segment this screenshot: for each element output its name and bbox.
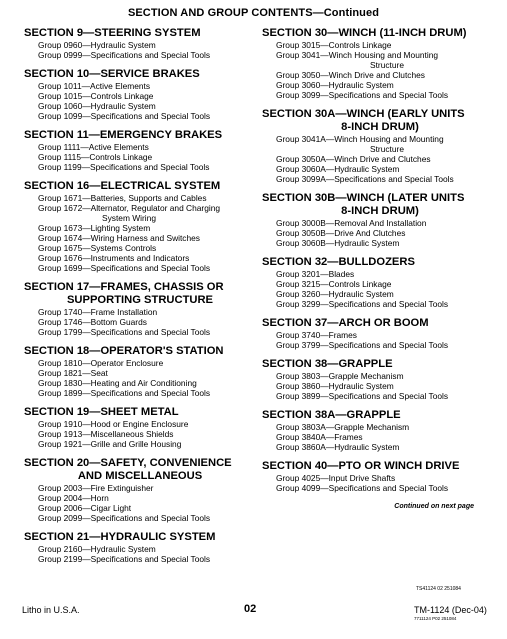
group-entry: Group 1699—Specifications and Special Tools: [38, 263, 211, 273]
group-entry: Group 2006—Cigar Light: [38, 503, 132, 513]
group-entry: Group 2160—Hydraulic System: [38, 544, 156, 554]
right-column: [262, 27, 498, 510]
section-11: [24, 129, 256, 172]
group-entry: Group 1673—Lighting System: [38, 223, 151, 233]
group-entry: Group 3099—Specifications and Special Tools: [276, 90, 449, 100]
section-title: SECTION 11—EMERGENCY BRAKES: [24, 129, 223, 141]
section-21: [24, 531, 256, 564]
group-entry: Group 1675—Systems Controls: [38, 243, 157, 253]
section-title: SECTION 32—BULLDOZERS: [262, 256, 415, 268]
group-entry-continuation-text: Structure: [370, 60, 404, 70]
section-title-continuation: 8-INCH DRUM): [341, 205, 419, 217]
section-9: [24, 27, 256, 60]
section-title: SECTION 37—ARCH OR BOOM: [262, 317, 429, 329]
section-38: [262, 358, 498, 401]
section-32: [262, 256, 498, 309]
group-entry: Group 3050B—Drive And Clutches: [276, 228, 406, 238]
group-entry: Group 1672—Alternator, Regulator and Charging: [38, 203, 221, 213]
section-30b: [262, 192, 498, 248]
section-title: SECTION 38—GRAPPLE: [262, 358, 393, 370]
group-entry: Group 2003—Fire Extinguisher: [38, 483, 154, 493]
section-title: SECTION 9—STEERING SYSTEM: [24, 27, 201, 39]
section-title-continuation: 8-INCH DRUM): [341, 121, 419, 133]
group-entry: Group 2199—Specifications and Special Tools: [38, 554, 211, 564]
group-entry: Group 3099A—Specifications and Special Tools: [276, 174, 454, 184]
section-40: [262, 460, 498, 493]
group-entry: Group 4099—Specifications and Special Tools: [276, 483, 449, 493]
group-entry: Group 3015—Controls Linkage: [276, 40, 392, 50]
section-title: SECTION 19—SHEET METAL: [24, 406, 179, 418]
group-entry: Group 3740—Frames: [276, 330, 357, 340]
group-entry-continuation: [262, 144, 498, 154]
section-title: SECTION 30B—WINCH (LATER UNITS: [262, 192, 465, 204]
group-entry: Group 3060—Hydraulic System: [276, 80, 394, 90]
group-entry: Group 3000B—Removal And Installation: [276, 218, 427, 228]
group-entry: Group 1810—Operator Enclosure: [38, 358, 164, 368]
section-title: SECTION 30A—WINCH (EARLY UNITS: [262, 108, 465, 120]
section-title: SECTION 40—PTO OR WINCH DRIVE: [262, 460, 460, 472]
section-10: [24, 68, 256, 121]
group-entry: Group 1821—Seat: [38, 368, 108, 378]
group-entry-continuation: [24, 213, 256, 223]
section-title-continuation: SUPPORTING STRUCTURE: [66, 294, 214, 306]
group-entry-continuation-text: System Wiring: [102, 213, 156, 223]
section-title: SECTION 10—SERVICE BRAKES: [24, 68, 200, 80]
group-entry: Group 1011—Active Elements: [38, 81, 151, 91]
group-entry: Group 3860—Hydraulic System: [276, 381, 394, 391]
group-entry: Group 1921—Grille and Grille Housing: [38, 439, 182, 449]
group-entry: Group 3299—Specifications and Special Tools: [276, 299, 449, 309]
section-title: SECTION 16—ELECTRICAL SYSTEM: [24, 180, 221, 192]
section-20: [24, 457, 256, 523]
group-entry: Group 2004—Horn: [38, 493, 109, 503]
left-column: [24, 27, 256, 572]
group-entry: Group 0999—Specifications and Special Tools: [38, 50, 211, 60]
section-title-continuation: AND MISCELLANEOUS: [77, 470, 203, 482]
group-entry: Group 3201—Blades: [276, 269, 355, 279]
group-entry: Group 3260—Hydraulic System: [276, 289, 394, 299]
group-entry: Group 2099—Specifications and Special Tools: [38, 513, 211, 523]
group-entry: Group 1671—Batteries, Supports and Cables: [38, 193, 207, 203]
section-19: [24, 406, 256, 449]
group-entry-continuation: [262, 60, 498, 70]
group-entry: Group 3060A—Hydraulic System: [276, 164, 400, 174]
group-entry: Group 1111—Active Elements: [38, 142, 149, 152]
group-entry: Group 3899—Specifications and Special Tools: [276, 391, 449, 401]
section-title: SECTION 38A—GRAPPLE: [262, 409, 401, 421]
section-title: SECTION 18—OPERATOR'S STATION: [24, 345, 224, 357]
group-entry: Group 0960—Hydraulic System: [38, 40, 156, 50]
section-17: [24, 281, 256, 337]
footer-manual-id: TM-1124 (Dec-04): [414, 605, 487, 615]
group-entry: Group 1740—Frame Installation: [38, 307, 158, 317]
group-entry-continuation-text: Structure: [370, 144, 404, 154]
group-entry: Group 1910—Hood or Engine Enclosure: [38, 419, 189, 429]
group-entry: Group 3860A—Hydraulic System: [276, 442, 400, 452]
group-entry: Group 1830—Heating and Air Conditioning: [38, 378, 197, 388]
footer-print-code: 7711124 P02 251084: [414, 616, 457, 621]
group-entry: Group 3803—Grapple Mechanism: [276, 371, 404, 381]
section-title: SECTION 20—SAFETY, CONVENIENCE: [24, 457, 232, 469]
group-entry: Group 1799—Specifications and Special Tools: [38, 327, 211, 337]
group-entry: Group 1746—Bottom Guards: [38, 317, 147, 327]
group-entry: Group 3215—Controls Linkage: [276, 279, 392, 289]
section-38a: [262, 409, 498, 452]
section-title: SECTION 17—FRAMES, CHASSIS OR: [24, 281, 224, 293]
section-16: [24, 180, 256, 273]
group-entry: Group 1674—Wiring Harness and Switches: [38, 233, 200, 243]
group-entry: Group 1060—Hydraulic System: [38, 101, 156, 111]
group-entry: Group 1676—Instruments and Indicators: [38, 253, 190, 263]
group-entry: Group 1115—Controls Linkage: [38, 152, 153, 162]
page-title: SECTION AND GROUP CONTENTS—Continued: [127, 7, 380, 19]
section-title: SECTION 30—WINCH (11-INCH DRUM): [262, 27, 467, 39]
group-entry: Group 1899—Specifications and Special Tools: [38, 388, 211, 398]
page-number: 02: [244, 603, 257, 615]
group-entry: Group 3060B—Hydraulic System: [276, 238, 400, 248]
section-18: [24, 345, 256, 398]
group-entry: Group 1099—Specifications and Special Tools: [38, 111, 211, 121]
section-30a: [262, 108, 498, 184]
group-entry: Group 3041—Winch Housing and Mounting: [276, 50, 439, 60]
group-entry: Group 3041A—Winch Housing and Mounting: [276, 134, 444, 144]
footer-litho: Litho in U.S.A.: [22, 605, 80, 615]
group-entry: Group 1015—Controls Linkage: [38, 91, 154, 101]
group-entry: Group 3840A—Frames: [276, 432, 363, 442]
group-entry: Group 1913—Miscellaneous Shields: [38, 429, 174, 439]
section-37: [262, 317, 498, 350]
section-title: SECTION 21—HYDRAULIC SYSTEM: [24, 531, 216, 543]
group-entry: Group 1199—Specifications and Special Tools: [38, 162, 210, 172]
group-entry: Group 3050A—Winch Drive and Clutches: [276, 154, 431, 164]
group-entry: Group 4025—Input Drive Shafts: [276, 473, 396, 483]
group-entry: Group 3050—Winch Drive and Clutches: [276, 70, 425, 80]
continued-note: Continued on next page: [394, 503, 474, 510]
group-entry: Group 3799—Specifications and Special Tools: [276, 340, 449, 350]
group-entry: Group 3803A—Grapple Mechanism: [276, 422, 410, 432]
catalog-code: TS41124 02 251084: [416, 586, 461, 592]
section-30: [262, 27, 498, 100]
